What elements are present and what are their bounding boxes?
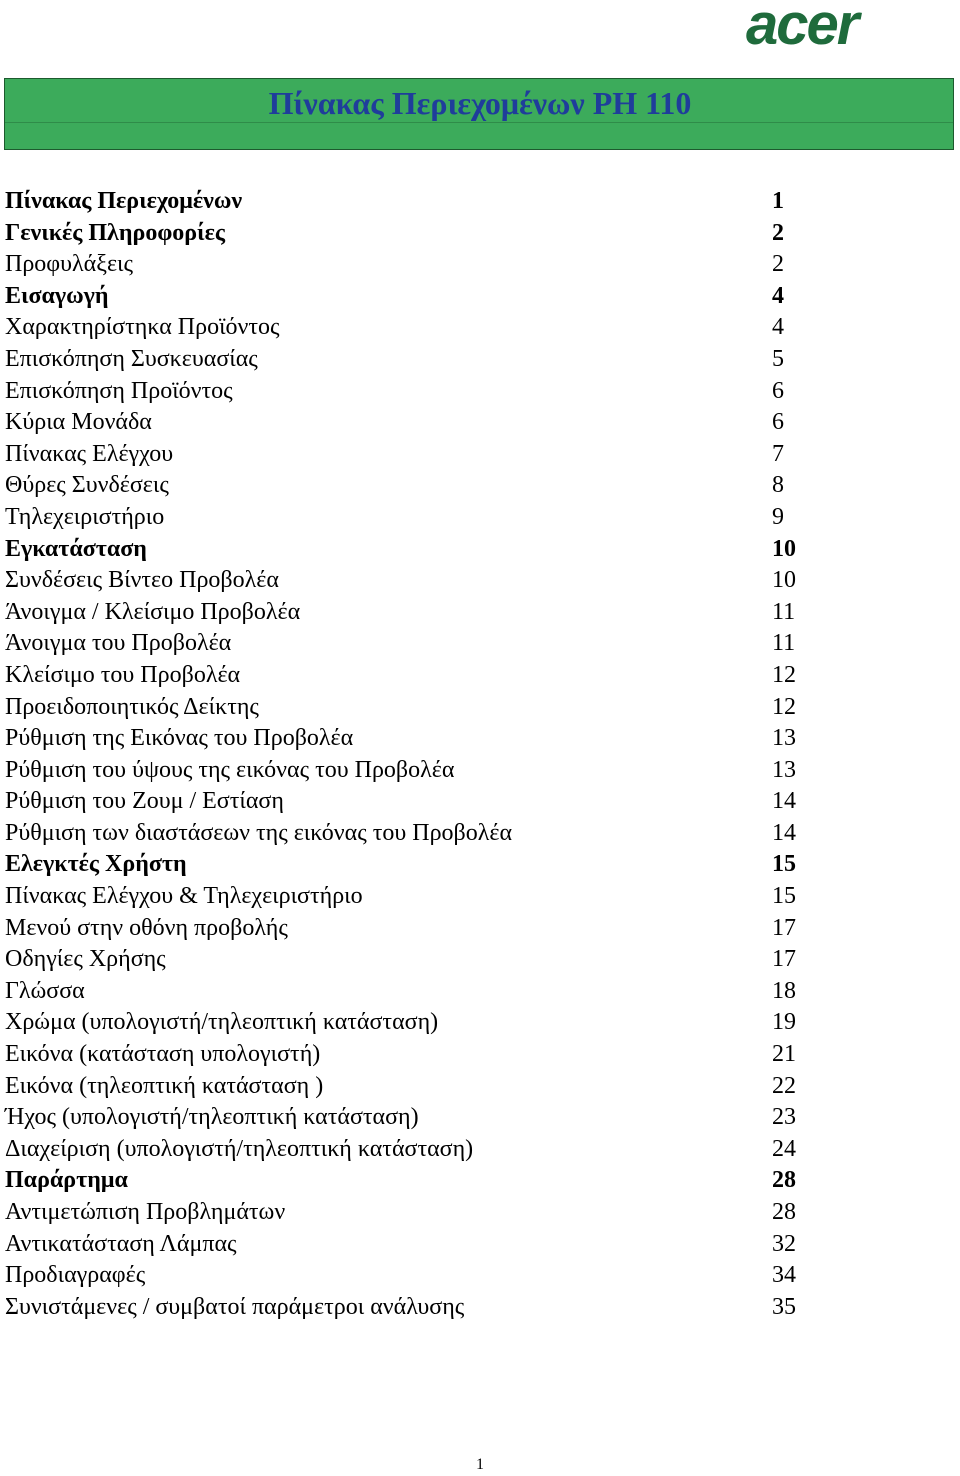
toc-entry-page: 10 xyxy=(772,567,796,594)
toc-entry-label: Χρώμα (υπολογιστή/τηλεοπτική κατάσταση) xyxy=(5,1009,439,1036)
toc-entry-label: Γλώσσα xyxy=(5,977,85,1004)
toc-entry-label: Ρύθμιση του Ζουμ / Εστίαση xyxy=(5,788,284,815)
acer-logo-text: acer xyxy=(746,0,858,52)
toc-entry-label: Συνιστάμενες / συμβατοί παράμετροι ανάλυσης xyxy=(5,1293,465,1320)
toc-entry[interactable] xyxy=(5,913,805,945)
toc-entry-page: 11 xyxy=(772,630,796,657)
toc-entry-page: 5 xyxy=(772,345,784,372)
toc-entry[interactable] xyxy=(5,218,805,250)
title-bar xyxy=(4,78,954,150)
toc-entry[interactable] xyxy=(5,1165,805,1197)
toc-entry[interactable] xyxy=(5,407,805,439)
toc-entry[interactable] xyxy=(5,1134,805,1166)
toc-entry[interactable] xyxy=(5,565,805,597)
toc-entry-page: 11 xyxy=(772,598,796,625)
toc-entry[interactable] xyxy=(5,692,805,724)
toc-entry-page: 4 xyxy=(772,282,784,309)
toc-entry[interactable] xyxy=(5,1229,805,1261)
toc-entry[interactable] xyxy=(5,786,805,818)
toc-entry-label: Εγκατάσταση xyxy=(5,535,147,562)
toc-entry-label: Προειδοποιητικός Δείκτης xyxy=(5,693,259,720)
toc-entry-page: 28 xyxy=(772,1199,796,1225)
toc-entry-page: 21 xyxy=(772,1041,796,1068)
toc-entry[interactable] xyxy=(5,881,805,913)
toc-entry-page: 28 xyxy=(772,1167,796,1194)
toc-entry-label: Προδιαγραφές xyxy=(5,1262,146,1289)
toc-entry-page: 7 xyxy=(772,440,784,467)
toc-entry-page: 6 xyxy=(772,409,784,436)
toc-entry-page: 34 xyxy=(772,1262,796,1289)
toc-entry[interactable] xyxy=(5,470,805,502)
toc-entry-page: 6 xyxy=(772,377,784,404)
toc-entry-page: 14 xyxy=(772,788,796,815)
toc-entry-page: 18 xyxy=(772,977,796,1004)
toc-entry-page: 22 xyxy=(772,1072,796,1099)
toc-entry-label: Εισαγωγή xyxy=(5,282,109,309)
toc-entry-page: 19 xyxy=(772,1009,796,1036)
toc-entry-label: Θύρες Συνδέσεις xyxy=(5,472,169,499)
toc-entry-label: Διαχείριση (υπολογιστή/τηλεοπτική κατάσταση) xyxy=(5,1135,474,1162)
toc-entry-page: 14 xyxy=(772,819,796,846)
toc-entry[interactable] xyxy=(5,944,805,976)
toc-entry[interactable] xyxy=(5,976,805,1008)
toc-entry-page: 15 xyxy=(772,851,796,878)
toc-entry-page: 23 xyxy=(772,1104,796,1131)
toc-entry-label: Πίνακας Ελέγχου & Τηλεχειριστήριο xyxy=(5,883,363,910)
toc-entry[interactable] xyxy=(5,849,805,881)
toc-entry-label: Γενικές Πληροφορίες xyxy=(5,219,225,246)
toc-entry-page: 17 xyxy=(772,946,796,973)
toc-entry[interactable] xyxy=(5,1007,805,1039)
toc-entry-page: 2 xyxy=(772,219,784,246)
toc-entry-label: Εικόνα (τηλεοπτική κατάσταση ) xyxy=(5,1072,324,1099)
toc-entry-label: Επισκόπηση Συσκευασίας xyxy=(5,345,258,372)
toc-entry[interactable] xyxy=(5,312,805,344)
page-title: Πίνακας Περιεχομένων PH 110 xyxy=(268,85,692,121)
toc-entry-page: 12 xyxy=(772,661,796,688)
toc-entry-label: Κύρια Μονάδα xyxy=(5,409,152,436)
toc-entry-label: Άνοιγμα / Κλείσιμο Προβολέα xyxy=(5,598,301,625)
toc-entry-page: 17 xyxy=(772,914,796,941)
toc-entry[interactable] xyxy=(5,1071,805,1103)
toc-entry[interactable] xyxy=(5,534,805,566)
toc-entry-label: Ρύθμιση του ύψους της εικόνας του Προβολέα xyxy=(5,756,455,783)
toc-entry[interactable] xyxy=(5,281,805,313)
toc-entry[interactable] xyxy=(5,1292,805,1324)
acer-logo-mark xyxy=(744,0,924,52)
toc-entry-label: Πίνακας Ελέγχου xyxy=(5,440,174,467)
toc-entry[interactable] xyxy=(5,1102,805,1134)
toc-entry-label: Επισκόπηση Προϊόντος xyxy=(5,377,233,404)
toc-entry-label: Χαρακτηρίστηκα Προϊόντος xyxy=(5,314,280,341)
toc-entry-page: 13 xyxy=(772,756,796,783)
toc-entry[interactable] xyxy=(5,439,805,471)
toc-entry-page: 8 xyxy=(772,472,784,499)
toc-entry[interactable] xyxy=(5,628,805,660)
toc-entry-page: 4 xyxy=(772,314,784,341)
toc-entry-label: Ρύθμιση της Εικόνας του Προβολέα xyxy=(5,725,354,752)
toc-entry-label: Ήχος (υπολογιστή/τηλεοπτική κατάσταση) xyxy=(5,1104,419,1131)
page-number: 1 xyxy=(476,1456,484,1473)
toc-entry-page: 13 xyxy=(772,725,796,752)
toc-entry-label: Τηλεχειριστήριο xyxy=(5,503,165,530)
toc-entry-label: Μενού στην οθόνη προβολής xyxy=(5,914,288,941)
toc-entry[interactable] xyxy=(5,755,805,787)
table-of-contents xyxy=(5,186,805,1323)
toc-entry-label: Οδηγίες Χρήσης xyxy=(5,946,166,973)
toc-entry-label: Ελεγκτές Χρήστη xyxy=(5,851,187,878)
toc-entry-label: Συνδέσεις Βίντεο Προβολέα xyxy=(5,567,279,594)
toc-entry-label: Ρύθμιση των διαστάσεων της εικόνας του Προβολέα xyxy=(5,819,513,846)
toc-entry-page: 9 xyxy=(772,503,784,530)
toc-entry-label: Αντικατάσταση Λάμπας xyxy=(5,1230,237,1257)
toc-entry-label: Προφυλάξεις xyxy=(5,251,133,278)
toc-entry[interactable] xyxy=(5,249,805,281)
toc-entry-label: Εικόνα (κατάσταση υπολογιστή) xyxy=(5,1041,321,1068)
toc-entry-label: Άνοιγμα του Προβολέα xyxy=(5,630,232,657)
toc-entry[interactable] xyxy=(5,186,805,218)
toc-entry[interactable] xyxy=(5,1039,805,1071)
toc-entry-page: 35 xyxy=(772,1293,796,1320)
toc-entry[interactable] xyxy=(5,344,805,376)
toc-entry-label: Παράρτημα xyxy=(5,1167,128,1194)
toc-entry-label: Πίνακας Περιεχομένων xyxy=(5,188,243,214)
toc-entry-page: 12 xyxy=(772,693,796,720)
toc-entry-page: 2 xyxy=(772,251,784,278)
toc-entry[interactable] xyxy=(5,1197,805,1229)
toc-entry-label: Κλείσιμο του Προβολέα xyxy=(5,661,241,688)
toc-entry-page: 15 xyxy=(772,883,796,910)
toc-entry[interactable] xyxy=(5,502,805,534)
acer-logo xyxy=(744,0,924,52)
toc-entry[interactable] xyxy=(5,818,805,850)
toc-entry[interactable] xyxy=(5,723,805,755)
toc-entry-page: 24 xyxy=(772,1135,796,1162)
toc-entry-label: Αντιμετώπιση Προβλημάτων xyxy=(5,1199,286,1225)
toc-entry[interactable] xyxy=(5,660,805,692)
toc-entry-page: 32 xyxy=(772,1230,796,1257)
toc-entry[interactable] xyxy=(5,376,805,408)
toc-entry[interactable] xyxy=(5,1260,805,1292)
toc-entry-page: 10 xyxy=(772,535,796,562)
toc-entry[interactable] xyxy=(5,597,805,629)
toc-entry-page: 1 xyxy=(772,188,784,214)
